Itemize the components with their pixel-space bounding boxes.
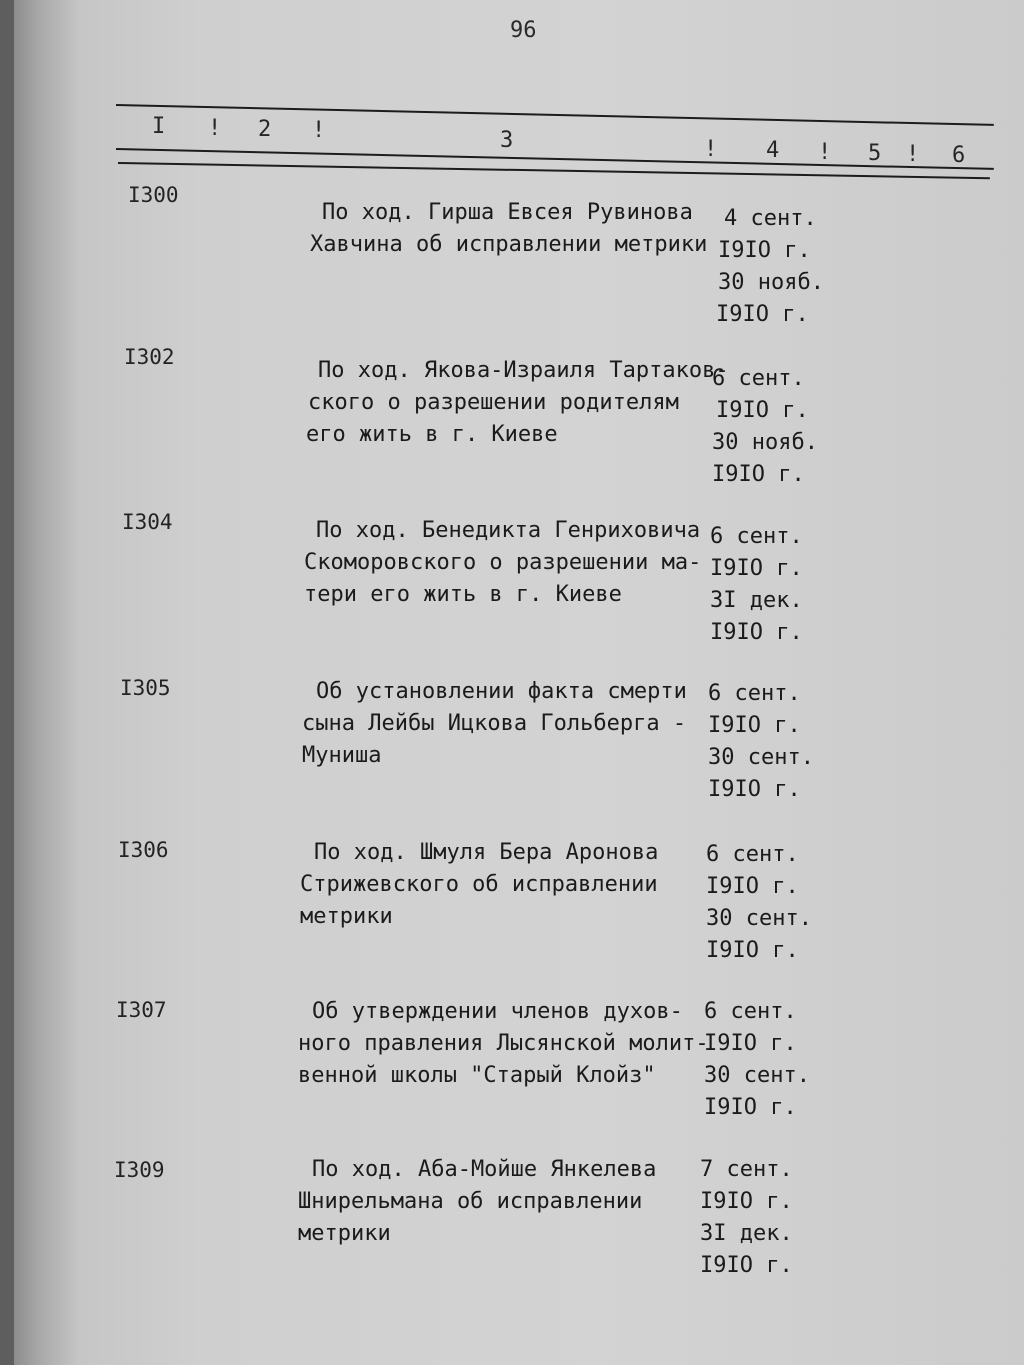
record-date: I9IO г. — [708, 713, 801, 738]
record-date: I9IO г. — [700, 1189, 793, 1214]
record-date: I9IO г. — [712, 462, 805, 487]
record-number: I309 — [114, 1158, 165, 1182]
record-number: I306 — [118, 838, 169, 862]
record-date: 30 сент. — [706, 906, 812, 931]
record-date: 3I дек. — [710, 588, 803, 613]
record-description-line: его жить в г. Киеве — [306, 422, 558, 447]
record-description-line: Скоморовского о разрешении ма- — [304, 550, 702, 575]
column-separator: ! — [312, 118, 326, 143]
record-description-line: По ход. Гирша Евсея Рувинова — [322, 200, 693, 225]
record-description-line: Муниша — [302, 743, 382, 768]
table-top-rule — [116, 104, 994, 126]
column-separator: ! — [818, 140, 832, 165]
record-description-line: По ход. Шмуля Бера Аронова — [314, 840, 659, 865]
record-number: I300 — [128, 183, 179, 207]
record-description-line: Об установлении факта смерти — [316, 679, 687, 704]
record-description-line: Стрижевского об исправлении — [300, 872, 658, 897]
record-description-line: Об утверждении членов духов- — [312, 999, 683, 1024]
book-spine — [0, 0, 14, 1365]
record-date: I9IO г. — [700, 1253, 793, 1278]
record-date: 6 сент. — [704, 999, 797, 1024]
record-description-line: ного правления Лысянской молит- — [298, 1031, 709, 1056]
record-date: I9IO г. — [716, 398, 809, 423]
column-header-5: 5 — [868, 141, 882, 166]
column-header-4: 4 — [766, 138, 780, 163]
record-description-line: Хавчина об исправлении метрики — [310, 232, 708, 257]
record-date: I9IO г. — [716, 302, 809, 327]
record-date: 6 сент. — [708, 681, 801, 706]
record-description-line: венной школы "Старый Клойз" — [298, 1063, 656, 1088]
record-date: 6 сент. — [706, 842, 799, 867]
column-header-1: I — [152, 114, 166, 139]
record-description-line: По ход. Аба-Мойше Янкелева — [312, 1157, 657, 1182]
table-header-rule — [116, 148, 994, 170]
column-separator: ! — [906, 142, 920, 167]
record-date: 6 сент. — [710, 524, 803, 549]
record-date: I9IO г. — [710, 556, 803, 581]
record-description-line: Шнирельмана об исправлении — [298, 1189, 643, 1214]
record-description-line: По ход. Якова-Израиля Тартаков- — [318, 358, 729, 383]
record-date: I9IO г. — [706, 874, 799, 899]
record-date: I9IO г. — [706, 938, 799, 963]
record-date: I9IO г. — [710, 620, 803, 645]
record-description-line: метрики — [300, 904, 393, 929]
record-date: 30 нояб. — [718, 270, 824, 295]
page-number: 96 — [510, 18, 537, 43]
column-separator: ! — [208, 116, 222, 141]
column-header-3: 3 — [500, 128, 514, 153]
record-date: I9IO г. — [704, 1095, 797, 1120]
record-date: I9IO г. — [718, 238, 811, 263]
record-date: 30 сент. — [704, 1063, 810, 1088]
record-date: 30 нояб. — [712, 430, 818, 455]
record-number: I304 — [122, 510, 173, 534]
record-description-line: сына Лейбы Ицкова Гольберга - — [302, 711, 687, 736]
record-number: I307 — [116, 998, 167, 1022]
record-number: I302 — [124, 345, 175, 369]
record-date: I9IO г. — [704, 1031, 797, 1056]
record-date: 30 сент. — [708, 745, 814, 770]
record-date: 4 сент. — [724, 206, 817, 231]
column-separator: ! — [704, 137, 718, 162]
record-description-line: тери его жить в г. Киеве — [304, 582, 622, 607]
record-date: 3I дек. — [700, 1221, 793, 1246]
record-date: 6 сент. — [712, 366, 805, 391]
column-header-6: 6 — [952, 143, 966, 168]
record-description-line: По ход. Бенедикта Генриховича — [316, 518, 701, 543]
record-date: 7 сент. — [700, 1157, 793, 1182]
column-header-2: 2 — [258, 117, 272, 142]
record-number: I305 — [120, 676, 171, 700]
record-date: I9IO г. — [708, 777, 801, 802]
record-description-line: метрики — [298, 1221, 391, 1246]
record-description-line: ского о разрешении родителям — [308, 390, 679, 415]
